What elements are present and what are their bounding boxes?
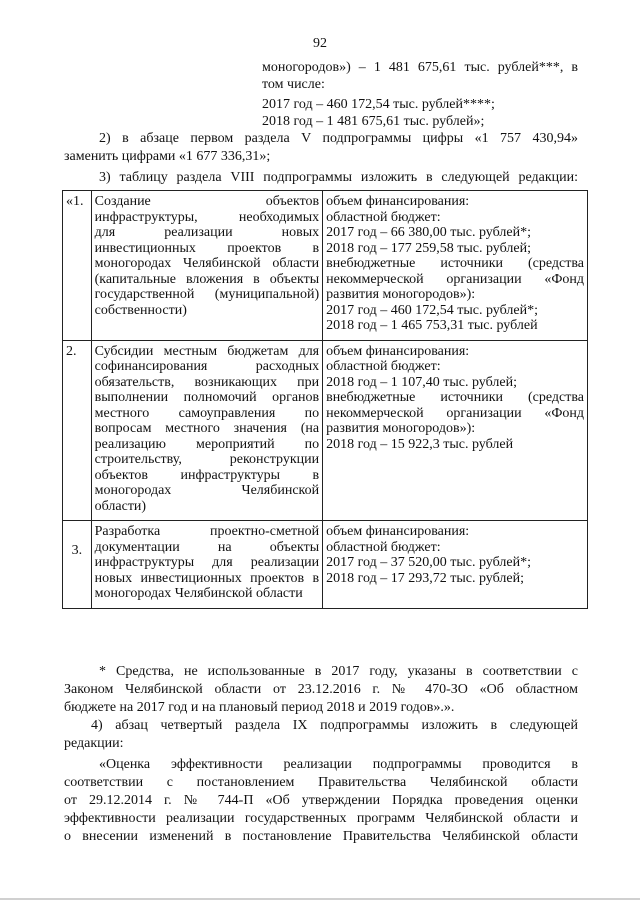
desc-line: собственности) [94,302,187,318]
financing-table [62,190,588,609]
fund-line: некоммерческой организации «Фонд [326,271,584,287]
page-edge-divider [0,898,640,900]
desc-line: моногородах Челябинской области [94,586,303,601]
fund-line: 2018 год – 1 107,40 тыс. рублей; [326,374,517,390]
desc-line: инвестиционных проектов в [94,240,320,256]
desc-line: инфраструктуры, необходимых [94,209,320,225]
row-financing [323,340,588,521]
fund-line: 2018 год – 1 465 753,31 тыс. рублей [326,318,538,333]
desc-line: местного самоуправления по [94,405,320,421]
row-number: «1. [63,191,92,341]
footnote-line-3: бюджете на 2017 год и на плановый период 2018 и 2019 годов».». [64,700,455,715]
desc-line: области) [94,498,147,514]
fund-line: некоммерческой организации «Фонд [326,405,584,421]
page-number: 92 [313,36,327,51]
desc-line: выполнении полномочий органов [94,390,320,405]
desc-line: моногородах Челябинской [94,483,320,498]
quote-line-4: эффективности реализации государственных программ Челябинской области и [64,811,578,826]
row-number: 3. [63,521,92,609]
row-financing [323,521,588,609]
item4-line-1: 4) абзац четвертый раздела IX подпрограммы изложить в следующей [91,718,578,733]
footnote-line-1: * Средства, не использованные в 2017 году, указаны в соответствии с [99,664,578,679]
row-number: 2. [63,340,92,521]
quote-line-2: соответствии с постановлением Правительства Челябинской области [64,775,578,790]
item4-line-2: редакции: [64,736,124,751]
row-financing [323,191,588,341]
item2-line-1: 2) в абзаце первом раздела V подпрограммы цифры «1 757 430,94» [99,131,578,146]
row-description [91,521,323,609]
desc-line: строительству, реконструкции [94,452,320,467]
desc-line: Создание объектов [94,194,320,209]
fund-line: 2018 год – 15 922,3 тыс. рублей [326,436,514,452]
fund-line: 2017 год – 460 172,54 тыс. рублей*; [326,302,538,318]
desc-line: государственной (муниципальной) [94,287,320,302]
fund-line: объем финансирования: [326,524,470,539]
fund-line: развития моногородов»): [326,421,476,436]
desc-line: реализацию мероприятий по [94,436,320,452]
fund-line: внебюджетные источники (средства [326,256,584,271]
desc-line: софинансирования расходных [94,359,320,374]
quote-line-1: «Оценка эффективности реализации подпрограммы проводится в [99,757,578,772]
footnote-line-2: Законом Челябинской области от 23.12.2016 г. № 470-ЗО «Об областном [64,682,578,697]
desc-line: моногородах Челябинской области [94,256,320,271]
fund-line: 2017 год – 66 380,00 тыс. рублей*; [326,225,531,240]
table-row [63,191,588,341]
desc-line: объектов инфраструктуры в [94,467,320,483]
intro-line-4: 2018 год – 1 481 675,61 тыс. рублей»; [262,114,485,129]
table-row [63,340,588,521]
desc-line: обязательств, возникающих при [94,374,320,390]
desc-line: Разработка проектно-сметной [94,524,320,539]
desc-line: документации на объекты [94,539,320,555]
desc-line: новых инвестиционных проектов в [94,570,320,586]
intro-line-2: том числе: [262,77,325,92]
fund-line: 2018 год – 177 259,58 тыс. рублей; [326,240,531,256]
intro-line-3: 2017 год – 460 172,54 тыс. рублей****; [262,97,495,112]
intro-line-1: моногородов») – 1 481 675,61 тыс. рублей***, в [262,60,578,75]
fund-line: областной бюджет: [326,359,441,374]
row-description [91,340,323,521]
fund-line: областной бюджет: [326,539,441,555]
desc-line: вопросам местного значения (на [94,421,320,436]
fund-line: 2018 год – 17 293,72 тыс. рублей; [326,570,524,586]
item3-line: 3) таблицу раздела VIII подпрограммы изложить в следующей редакции: [99,170,578,185]
fund-line: областной бюджет: [326,209,441,225]
fund-line: объем финансирования: [326,343,470,359]
fund-line: 2017 год – 37 520,00 тыс. рублей*; [326,555,531,570]
fund-line: внебюджетные источники (средства [326,390,584,405]
desc-line: (капитальные вложения в объекты [94,271,320,287]
table-row [63,521,588,609]
fund-line: объем финансирования: [326,194,470,209]
item2-line-2: заменить цифрами «1 677 336,31»; [64,149,271,164]
desc-line: для реализации новых [94,225,320,240]
row-description [91,191,323,341]
quote-line-3: от 29.12.2014 г. № 744-П «Об утверждении Порядка проведения оценки [64,793,578,808]
quote-line-5: о внесении изменений в постановление Правительства Челябинской области [64,829,578,844]
fund-line: развития моногородов»): [326,287,476,302]
desc-line: Субсидии местным бюджетам для [94,343,320,359]
desc-line: инфраструктуры для реализации [94,555,320,570]
